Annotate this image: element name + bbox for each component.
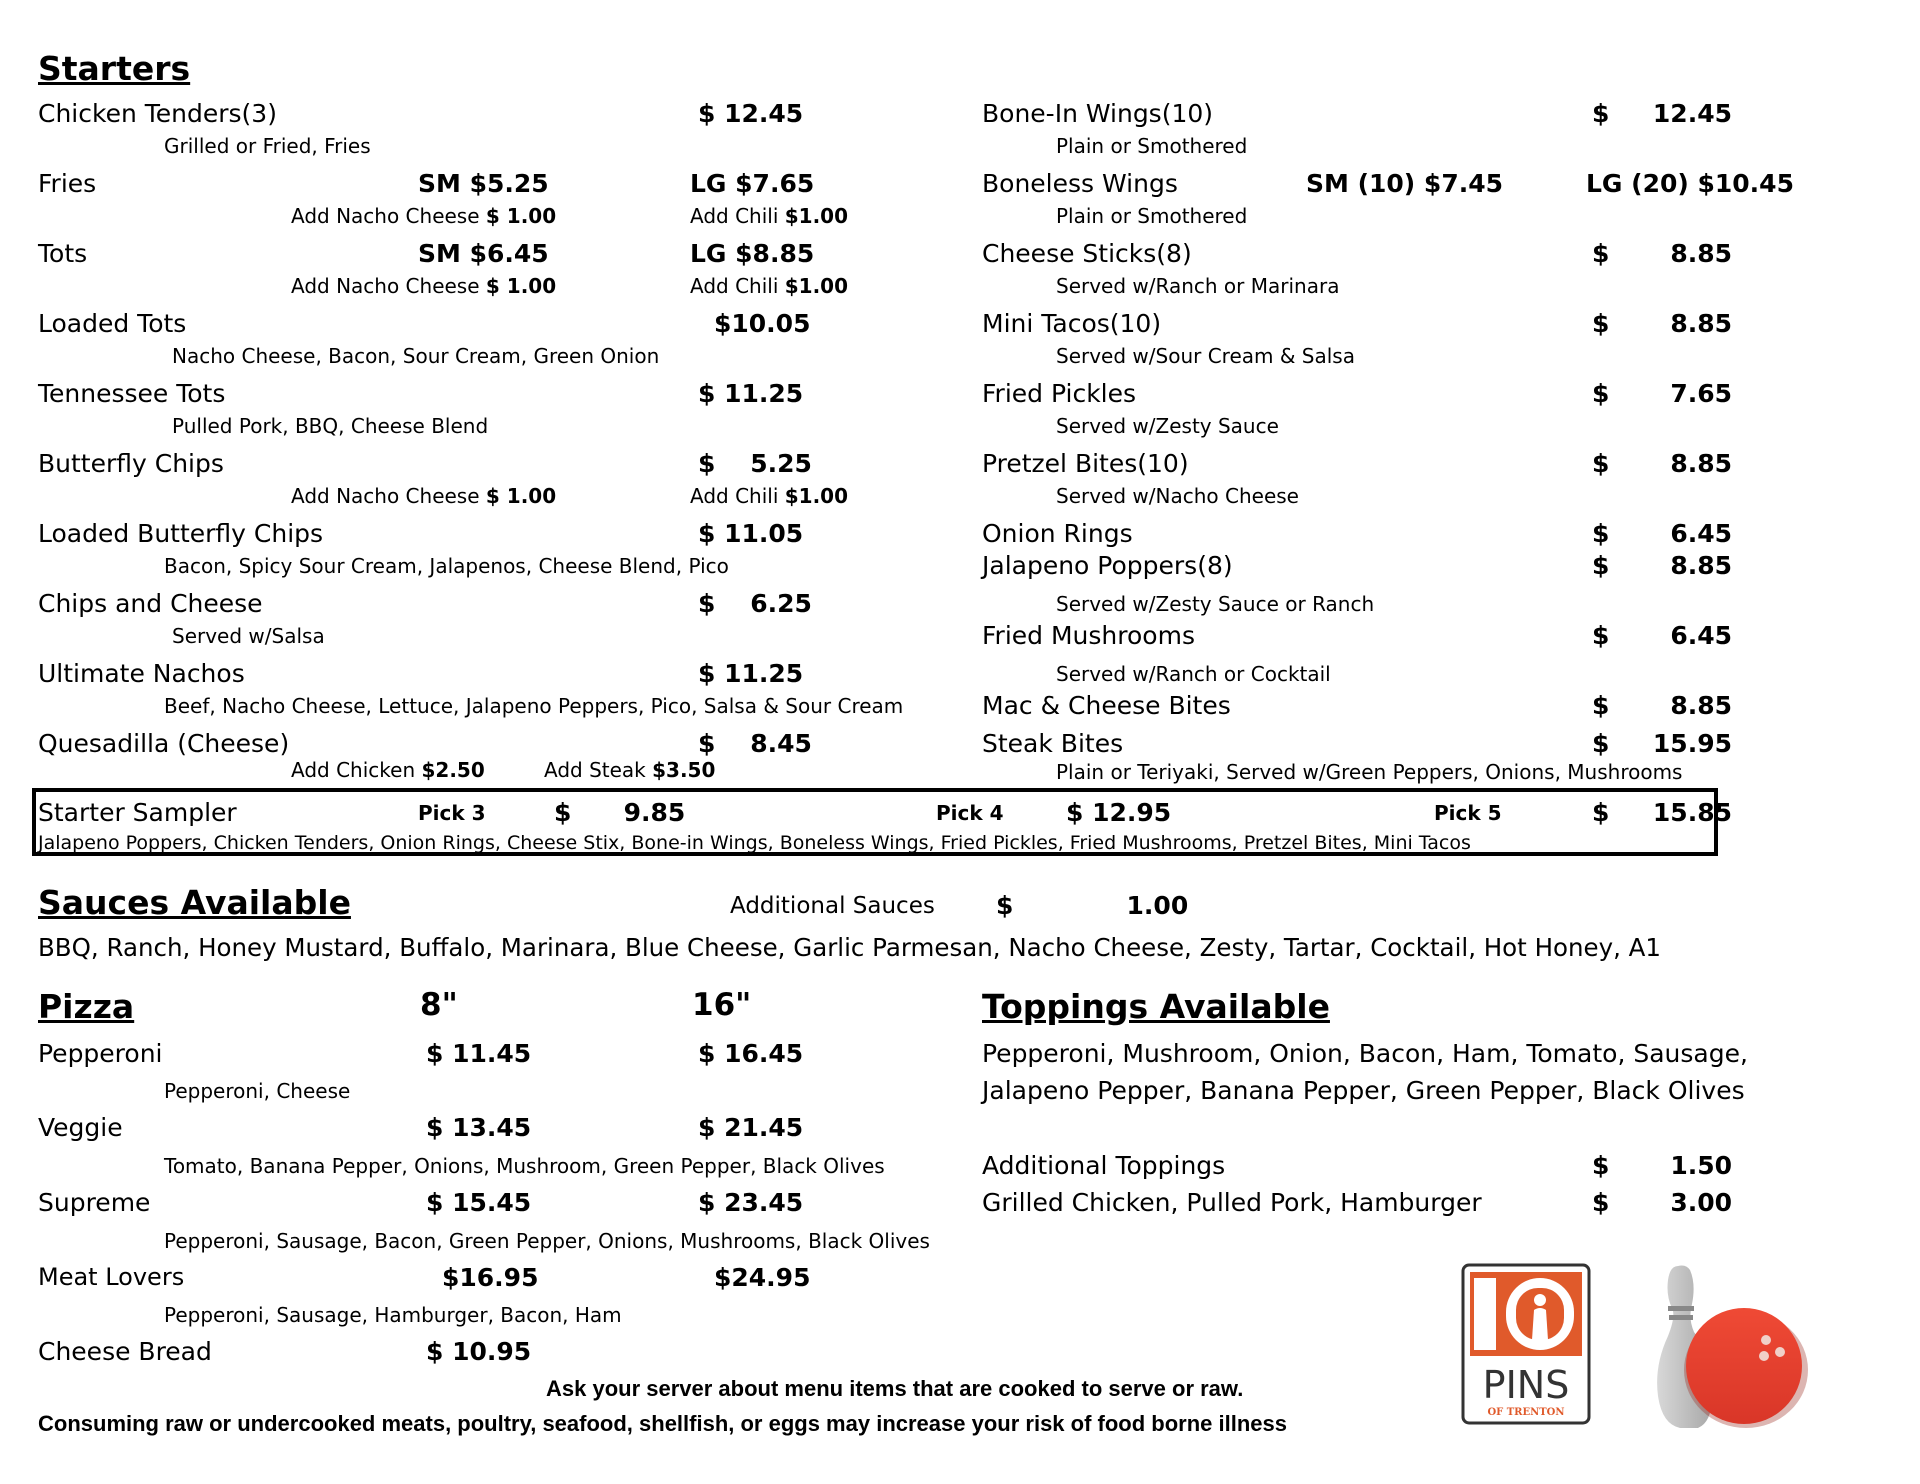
pizza-price-small: $ 11.45 — [426, 1039, 532, 1068]
item-price-large: LG (20) $10.45 — [1586, 169, 1794, 198]
pizza-price-large: $ 23.45 — [698, 1188, 804, 1217]
item-desc: Bacon, Spicy Sour Cream, Jalapenos, Cheese Blend, Pico — [164, 554, 729, 578]
addon: Add Steak $3.50 — [544, 758, 716, 782]
item-price: $ 8.85 — [1592, 449, 1733, 478]
toppings-line: Jalapeno Pepper, Banana Pepper, Green Pepper, Black Olives — [982, 1076, 1745, 1105]
item-name: Fried Pickles — [982, 379, 1137, 408]
item-desc: Plain or Smothered — [1056, 204, 1248, 228]
pizza-size-large: 16" — [692, 987, 752, 1023]
pizza-desc: Tomato, Banana Pepper, Onions, Mushroom, Green Pepper, Black Olives — [164, 1154, 885, 1178]
item-desc: Pulled Pork, BBQ, Cheese Blend — [172, 414, 489, 438]
item-name: Ultimate Nachos — [38, 659, 245, 688]
pizza-desc: Pepperoni, Sausage, Bacon, Green Pepper, Onions, Mushrooms, Black Olives — [164, 1229, 930, 1253]
item-price-large: LG $8.85 — [690, 239, 815, 268]
sampler-pick5-price: $ 15.85 — [1592, 798, 1732, 827]
item-name: Chips and Cheese — [38, 589, 263, 618]
sauces-list: BBQ, Ranch, Honey Mustard, Buffalo, Marinara, Blue Cheese, Garlic Parmesan, Nacho Cheese, Zesty, Tartar, Cocktail, Hot Honey, A1 — [38, 933, 1662, 962]
pizza-desc: Pepperoni, Cheese — [164, 1079, 351, 1103]
item-price: $ 8.85 — [1592, 309, 1733, 338]
sampler-pick5-label: Pick 5 — [1434, 801, 1502, 825]
item-price: $ 11.25 — [698, 659, 804, 688]
pizza-name: Pepperoni — [38, 1039, 163, 1068]
item-price: $ 11.05 — [698, 519, 804, 548]
item-price: $ 8.85 — [1592, 551, 1733, 580]
logo-tagline: OF TRENTON — [1487, 1407, 1565, 1418]
item-name: Fried Mushrooms — [982, 621, 1195, 650]
addon: Add Nacho Cheese $ 1.00 — [291, 204, 557, 228]
pizza-price-small: $16.95 — [442, 1263, 539, 1292]
sampler-options: Jalapeno Poppers, Chicken Tenders, Onion Rings, Cheese Stix, Bone-in Wings, Boneless Wings, Fried Pickles, Fried Mushrooms, Pretzel Bites, Mini Tacos — [38, 832, 1471, 854]
logo-word: PINS — [1482, 1363, 1570, 1407]
item-desc: Plain or Smothered — [1056, 134, 1248, 158]
item-price: $ 8.45 — [698, 729, 812, 758]
item-price: $ 8.85 — [1592, 239, 1733, 268]
sampler-pick4-price: $ 12.95 — [1066, 798, 1172, 827]
item-price: $ 8.85 — [1592, 691, 1733, 720]
addon: Add Chicken $2.50 — [291, 758, 485, 782]
sampler-name: Starter Sampler — [38, 798, 237, 827]
item-desc: Nacho Cheese, Bacon, Sour Cream, Green Onion — [172, 344, 660, 368]
item-desc: Served w/Zesty Sauce or Ranch — [1056, 592, 1375, 616]
item-desc: Grilled or Fried, Fries — [164, 134, 371, 158]
item-name: Mac & Cheese Bites — [982, 691, 1231, 720]
item-name: Loaded Butterfly Chips — [38, 519, 324, 548]
item-price: $ 6.45 — [1592, 519, 1733, 548]
item-name: Steak Bites — [982, 729, 1124, 758]
pizza-size-small: 8" — [420, 987, 458, 1023]
item-price: $ 11.25 — [698, 379, 804, 408]
item-name: Boneless Wings — [982, 169, 1178, 198]
item-price: $ 6.45 — [1592, 621, 1733, 650]
bowling-pin-ball-icon — [1646, 1256, 1816, 1436]
pizza-price-large: $ 21.45 — [698, 1113, 804, 1142]
item-price: $10.05 — [714, 309, 811, 338]
addon: Add Chili $1.00 — [690, 484, 849, 508]
item-price: $ 5.25 — [698, 449, 812, 478]
addon: Add Chili $1.00 — [690, 204, 849, 228]
item-desc: Beef, Nacho Cheese, Lettuce, Jalapeno Peppers, Pico, Salsa & Sour Cream — [164, 694, 904, 718]
pizza-name: Veggie — [38, 1113, 123, 1142]
item-name: Jalapeno Poppers(8) — [982, 551, 1233, 580]
item-name: Bone-In Wings(10) — [982, 99, 1214, 128]
additional-sauces-price: $ 1.00 — [996, 891, 1189, 920]
addon: Add Nacho Cheese $ 1.00 — [291, 274, 557, 298]
meat-toppings-price: $ 3.00 — [1592, 1188, 1733, 1217]
pizza-price-large: $24.95 — [714, 1263, 811, 1292]
item-price-small: SM $5.25 — [418, 169, 549, 198]
item-name: Butterfly Chips — [38, 449, 224, 478]
item-name: Onion Rings — [982, 519, 1133, 548]
additional-toppings-price: $ 1.50 — [1592, 1151, 1733, 1180]
item-desc: Served w/Salsa — [172, 624, 325, 648]
toppings-title: Toppings Available — [982, 987, 1330, 1026]
item-price: $ 12.45 — [1592, 99, 1732, 128]
item-price-small: SM (10) $7.45 — [1306, 169, 1504, 198]
addon: Add Chili $1.00 — [690, 274, 849, 298]
item-name: Tennessee Tots — [38, 379, 226, 408]
starters-title: Starters — [38, 49, 191, 88]
meat-toppings-label: Grilled Chicken, Pulled Pork, Hamburger — [982, 1188, 1482, 1217]
pizza-price-small: $ 13.45 — [426, 1113, 532, 1142]
item-desc: Served w/Zesty Sauce — [1056, 414, 1279, 438]
item-price: $ 15.95 — [1592, 729, 1732, 758]
sauces-title: Sauces Available — [38, 883, 351, 922]
pizza-name: Supreme — [38, 1188, 151, 1217]
item-name: Loaded Tots — [38, 309, 187, 338]
footer-warning: Consuming raw or undercooked meats, poultry, seafood, shellfish, or eggs may increase your risk of food borne illness — [38, 1411, 1287, 1436]
pizza-price-small: $ 15.45 — [426, 1188, 532, 1217]
pizza-name: Cheese Bread — [38, 1337, 212, 1366]
sampler-pick3-label: Pick 3 — [418, 801, 486, 825]
item-name: Cheese Sticks(8) — [982, 239, 1192, 268]
pizza-desc: Pepperoni, Sausage, Hamburger, Bacon, Ham — [164, 1303, 622, 1327]
item-name: Quesadilla (Cheese) — [38, 729, 290, 758]
item-desc: Served w/Ranch or Cocktail — [1056, 662, 1331, 686]
additional-sauces-label: Additional Sauces — [730, 893, 935, 919]
pizza-price-small: $ 10.95 — [426, 1337, 532, 1366]
toppings-line: Pepperoni, Mushroom, Onion, Bacon, Ham, Tomato, Sausage, — [982, 1039, 1748, 1068]
item-price: $ 7.65 — [1592, 379, 1733, 408]
item-name: Mini Tacos(10) — [982, 309, 1162, 338]
item-name: Fries — [38, 169, 97, 198]
item-price-large: LG $7.65 — [690, 169, 815, 198]
item-name: Chicken Tenders(3) — [38, 99, 277, 128]
item-price: $ 6.25 — [698, 589, 812, 618]
item-name: Tots — [38, 239, 88, 268]
pizza-name: Meat Lovers — [38, 1263, 185, 1291]
sampler-pick4-label: Pick 4 — [936, 801, 1004, 825]
item-price: $ 12.45 — [698, 99, 804, 128]
pizza-title: Pizza — [38, 987, 135, 1026]
footer-notice: Ask your server about menu items that are cooked to serve or raw. — [546, 1376, 1244, 1401]
item-desc: Served w/Sour Cream & Salsa — [1056, 344, 1355, 368]
item-desc: Served w/Ranch or Marinara — [1056, 274, 1340, 298]
sampler-pick3-price: $ 9.85 — [554, 798, 686, 827]
10-pins-logo — [1460, 1262, 1592, 1426]
item-desc: Plain or Teriyaki, Served w/Green Peppers, Onions, Mushrooms — [1056, 760, 1683, 784]
addon: Add Nacho Cheese $ 1.00 — [291, 484, 557, 508]
item-price-small: SM $6.45 — [418, 239, 549, 268]
item-desc: Served w/Nacho Cheese — [1056, 484, 1299, 508]
item-name: Pretzel Bites(10) — [982, 449, 1189, 478]
pizza-price-large: $ 16.45 — [698, 1039, 804, 1068]
additional-toppings-label: Additional Toppings — [982, 1151, 1226, 1180]
